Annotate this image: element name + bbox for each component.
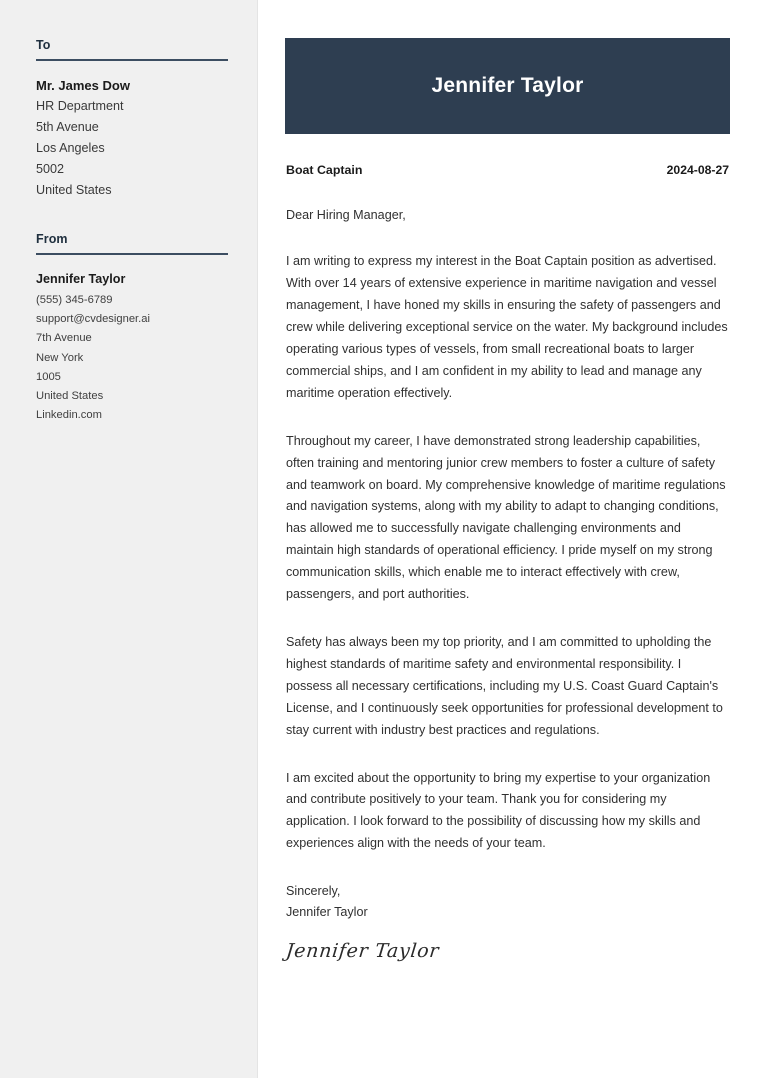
recipient-line: HR Department — [36, 99, 124, 114]
recipient-line: Los Angeles — [36, 140, 105, 155]
from-label: From — [36, 231, 68, 246]
recipient-line: United States — [36, 182, 112, 197]
recipient-line: 5002 — [36, 161, 65, 176]
to-divider — [36, 59, 228, 61]
letter-date: 2024-08-27 — [666, 163, 729, 177]
sender-city: New York — [36, 351, 84, 364]
salutation: Dear Hiring Manager, — [286, 208, 406, 222]
applicant-name: Jennifer Taylor — [431, 74, 584, 97]
signature: Jennifer Taylor — [284, 940, 441, 963]
sender-street: 7th Avenue — [36, 332, 92, 345]
letter-paragraph: Throughout my career, I have demonstrated strong leadership capabilities, often training and mentoring junior crew members to foster a culture of safety and teamwork on board. My comprehensive knowledge of maritime regulations and navigation systems, along with my ability to adapt to changing conditions, has allowed me to successfully navigate challenging environments and maintain high standards of operational efficiency. I pride myself on my strong communication skills, which enable me to interact effectively with crew, passengers, and port authorities. — [286, 433, 726, 602]
recipient-name: Mr. James Dow — [36, 78, 130, 93]
letter-meta-row — [285, 163, 730, 177]
sender-email: support@cvdesigner.ai — [36, 313, 150, 326]
job-title: Boat Captain — [286, 163, 363, 177]
sender-phone: (555) 345-6789 — [36, 293, 113, 306]
from-divider — [36, 253, 228, 255]
from-block — [36, 232, 227, 426]
letter-paragraph: I am writing to express my interest in the Boat Captain position as advertised. With over 14 years of extensive experience in maritime navigation and vessel management, I have honed my skills in ensuring the safety of passengers and crew while delivering exceptional service on the water. My background includes operating various types of vessels, from small recreational boats to larger commercial ships, and I am confident in my ability to lead and manage any maritime operation effectively. — [286, 254, 728, 400]
sender-postcode: 1005 — [36, 370, 61, 383]
closing-salutation: Sincerely, — [286, 884, 341, 899]
letter-paragraph: Safety has always been my top priority, and I am committed to upholding the highest standards of maritime safety and environmental responsibility. I possess all necessary certifications, including my U.S. Coast Guard Captain's License, and I continuously seek opportunities for professional development to stay current with industry best practices and regulations. — [286, 634, 723, 737]
recipient-line: 5th Avenue — [36, 119, 99, 134]
sender-name: Jennifer Taylor — [36, 271, 126, 286]
letter-paragraph: I am excited about the opportunity to bring my expertise to your organization and contribute positively to your team. Thank you for considering my application. I look forward to the possibility of discussing how my skills and experiences align with the needs of your team. — [286, 770, 711, 851]
contact-sidebar — [0, 0, 258, 1078]
sender-country: United States — [36, 390, 104, 403]
to-block — [36, 38, 227, 201]
letter-main — [258, 0, 768, 1078]
letter-body — [285, 205, 730, 962]
name-banner — [285, 38, 730, 134]
sender-linkedin: Linkedin.com — [36, 409, 102, 422]
to-label: To — [36, 38, 51, 52]
closing-name: Jennifer Taylor — [286, 905, 368, 920]
